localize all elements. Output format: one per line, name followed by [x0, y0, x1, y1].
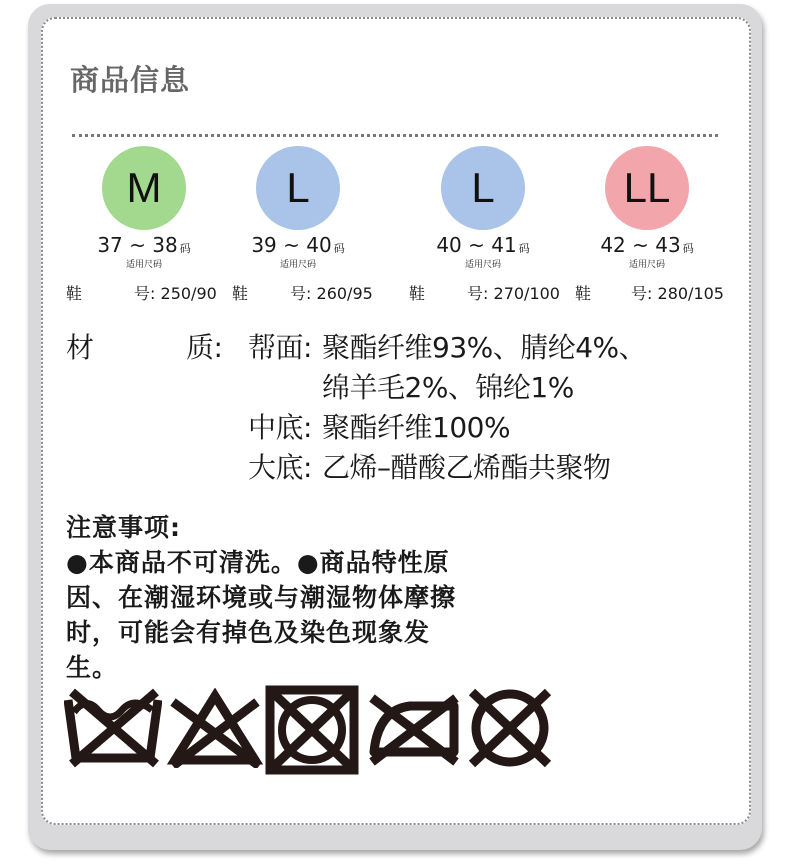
- size-unit: 码: [179, 242, 191, 255]
- size-circle: [441, 146, 525, 230]
- do-not-wash-icon: [64, 688, 162, 768]
- material-label-a: 材: [66, 331, 94, 364]
- size-range: 37 ~ 38: [97, 233, 178, 257]
- page-title: 商品信息: [70, 63, 191, 97]
- care-notes: [66, 510, 546, 685]
- shoe-value: 280/105: [657, 284, 724, 303]
- size-option-l-large: [403, 146, 563, 271]
- do-not-bleach-icon: [167, 688, 263, 768]
- size-circle: [256, 146, 340, 230]
- shoe-size-l: [232, 281, 373, 304]
- size-letter: M: [126, 164, 162, 211]
- outsole-label: 大底:: [248, 451, 312, 484]
- size-circle: [605, 146, 689, 230]
- size-letter: L: [286, 164, 310, 211]
- shoe-label-b: 号:: [134, 284, 156, 303]
- do-not-dry-clean-icon: [462, 688, 558, 768]
- size-unit: 码: [682, 242, 694, 255]
- outsole-value: 乙烯–醋酸乙烯酯共聚物: [322, 451, 611, 484]
- do-not-tumble-dry-icon: [264, 684, 360, 764]
- notes-line: 时，可能会有掉色及染色现象发: [66, 618, 431, 647]
- size-unit: 码: [333, 242, 345, 255]
- notes-heading: 注意事项:: [66, 513, 181, 542]
- notes-line: 生。: [66, 653, 119, 682]
- size-option-m: [64, 146, 224, 271]
- do-not-iron-icon: [366, 688, 462, 768]
- size-letter: L: [471, 164, 495, 211]
- size-option-ll: [567, 146, 727, 271]
- size-unit: 码: [518, 242, 530, 255]
- shoe-size-m: [66, 281, 217, 304]
- upper-line2: 绵羊毛2%、锦纶1%: [322, 371, 574, 404]
- size-range: 42 ~ 43: [600, 233, 681, 257]
- shoe-value: 270/100: [493, 284, 560, 303]
- size-note: 适用尺码: [628, 260, 665, 270]
- notes-line: ●本商品不可清洗。●商品特性原: [66, 548, 450, 577]
- size-circle: [102, 146, 186, 230]
- size-note: 适用尺码: [125, 260, 162, 270]
- shoe-label-a: 鞋: [409, 284, 426, 303]
- shoe-label-b: 号:: [467, 284, 489, 303]
- shoe-label-a: 鞋: [66, 284, 83, 303]
- size-note: 适用尺码: [464, 260, 501, 270]
- notes-line: 因、在潮湿环境或与潮湿物体摩擦: [66, 583, 457, 612]
- midsole-value: 聚酯纤维100%: [322, 411, 511, 444]
- size-range: 40 ~ 41: [436, 233, 517, 257]
- size-option-l: [218, 146, 378, 271]
- midsole-label: 中底:: [248, 411, 312, 444]
- material-label-b: 质:: [186, 331, 223, 364]
- shoe-value: 250/90: [160, 284, 217, 303]
- size-range: 39 ~ 40: [251, 233, 332, 257]
- shoe-label-a: 鞋: [232, 284, 249, 303]
- upper-label: 帮面:: [248, 331, 312, 364]
- size-note: 适用尺码: [279, 260, 316, 270]
- shoe-label-b: 号:: [631, 284, 653, 303]
- shoe-label-a: 鞋: [575, 284, 592, 303]
- shoe-size-ll: [575, 281, 724, 304]
- shoe-size-l-large: [409, 281, 560, 304]
- upper-line1: 聚酯纤维93%、腈纶4%、: [322, 331, 647, 364]
- size-letter: LL: [623, 164, 671, 211]
- shoe-value: 260/95: [316, 284, 373, 303]
- shoe-label-b: 号:: [290, 284, 312, 303]
- dotted-divider: [72, 134, 718, 137]
